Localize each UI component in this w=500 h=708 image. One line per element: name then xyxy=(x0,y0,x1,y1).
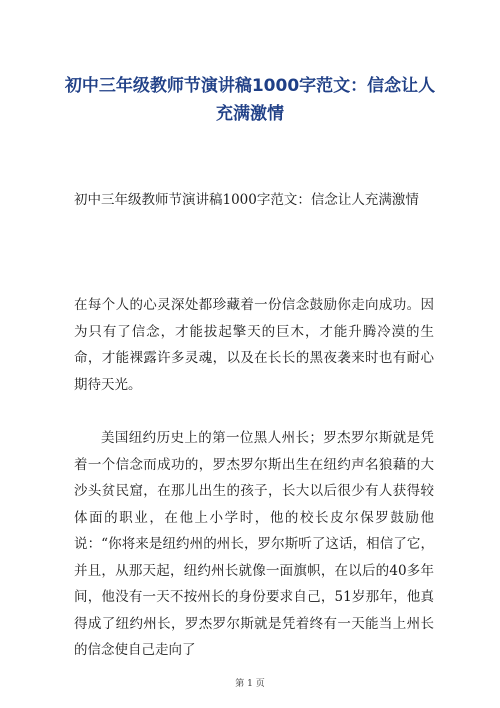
paragraph-2: 美国纽约历史上的第一位黑人州长；罗杰罗尔斯就是凭着一个信念而成功的，罗杰罗尔斯出生在纽约声名狼藉的大沙头贫民窟，在那儿出生的孩子，长大以后很少有人获得较体面的职业，在他上小学时，他的校长皮尔保罗鼓励他说：“你将来是纽约州的州长，罗尔斯听了这话，相信了它，并且，从那天起，纽约州长就像一面旗帜，在以后的40多年间，他没有一天不按州长的身份要求自己，51岁那年，他真得成了纽约州长，罗杰罗尔斯就是凭着终有一天能当上州长的信念使自己走向了 xyxy=(74,430,434,658)
document-subtitle: 初中三年级教师节演讲稿1000字范文：信念让人充满激情 xyxy=(74,192,419,208)
paragraph-1: 在每个人的心灵深处都珍藏着一份信念鼓励你走向成功。因为只有了信念，才能拔起擎天的巨木，才能升腾冷漠的生命，才能裸露许多灵魂，以及在长长的黑夜袭来时也有耐心期待天光。 xyxy=(74,297,434,393)
page-number: 第 1 页 xyxy=(235,679,265,689)
document-title: 初中三年级教师节演讲稿1000字范文：信念让人充满激情 xyxy=(64,76,436,124)
